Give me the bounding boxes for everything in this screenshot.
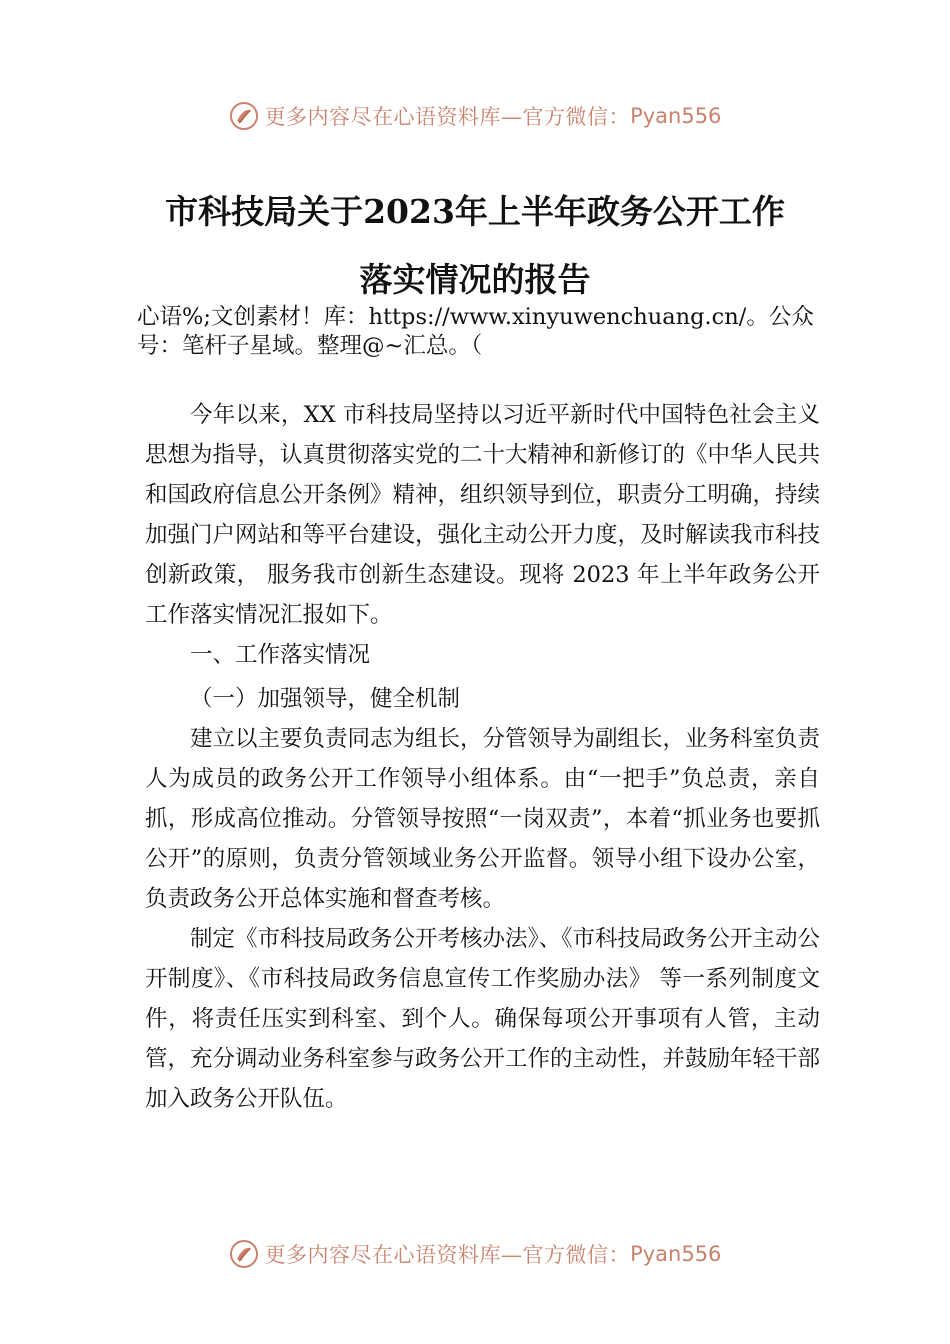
document-body bbox=[145, 395, 820, 1119]
watermark-logo-icon bbox=[229, 101, 259, 131]
watermark-wechat-id: Pyan556 bbox=[630, 104, 722, 128]
paragraph-leadership: 建立以主要负责同志为组长，分管领导为副组长，业务科室负责人为成员的政务公开工作领导小组体系。由“一把手”负总责，亲自抓，形成高位推动。分管领导按照“一岗双责”，本着“抓业务也要抓公开”的原则，负责分管领域业务公开监督。领导小组下设办公室，负责政务公开总体实施和督查考核。 bbox=[145, 726, 821, 912]
paragraph-intro: 今年以来，XX 市科技局坚持以习近平新时代中国特色社会主义思想为指导，认真贯彻落实党的二十大精神和新修订的《中华人民共和国政府信息公开条例》精神，组织领导到位，职责分工明确，持续加强门户网站和等平台建设，强化主动公开力度，及时解读我市科技创新政策， 服务我市创新生态建设。现将 2023 年上半年政务公开工作落实情况汇报如下。 bbox=[145, 402, 821, 628]
source-note: 心语%;文创素材！库：https://www.xinyuwenchuang.cn/。公众号：笔杆子星域。整理@~汇总。（ bbox=[137, 304, 814, 359]
paragraph-regulations: 制定《市科技局政务公开考核办法》、《市科技局政务公开主动公开制度》、《市科技局政务信息宣传工作奖励办法》 等一系列制度文件，将责任压实到科室、到个人。确保每项公开事项有人管，主动管，充分调动业务科室参与政务公开工作的主动性，并鼓励年轻干部加入政务公开队伍。 bbox=[145, 926, 821, 1112]
document-title-line1: 市科技局关于2023年上半年政务公开工作 bbox=[165, 192, 785, 231]
watermark-wechat-id: Pyan556 bbox=[630, 1242, 722, 1266]
subsection-heading: （一）加强领导，健全机制 bbox=[190, 686, 461, 712]
watermark-text: 更多内容尽在心语资料库—官方微信： bbox=[264, 105, 631, 129]
document-title-line2: 落实情况的报告 bbox=[359, 260, 591, 299]
watermark-logo-icon bbox=[229, 1239, 259, 1269]
watermark-text: 更多内容尽在心语资料库—官方微信： bbox=[264, 1243, 631, 1267]
watermark-footer bbox=[0, 1234, 950, 1274]
watermark-header bbox=[0, 96, 950, 136]
section-heading: 一、工作落实情况 bbox=[190, 642, 371, 668]
